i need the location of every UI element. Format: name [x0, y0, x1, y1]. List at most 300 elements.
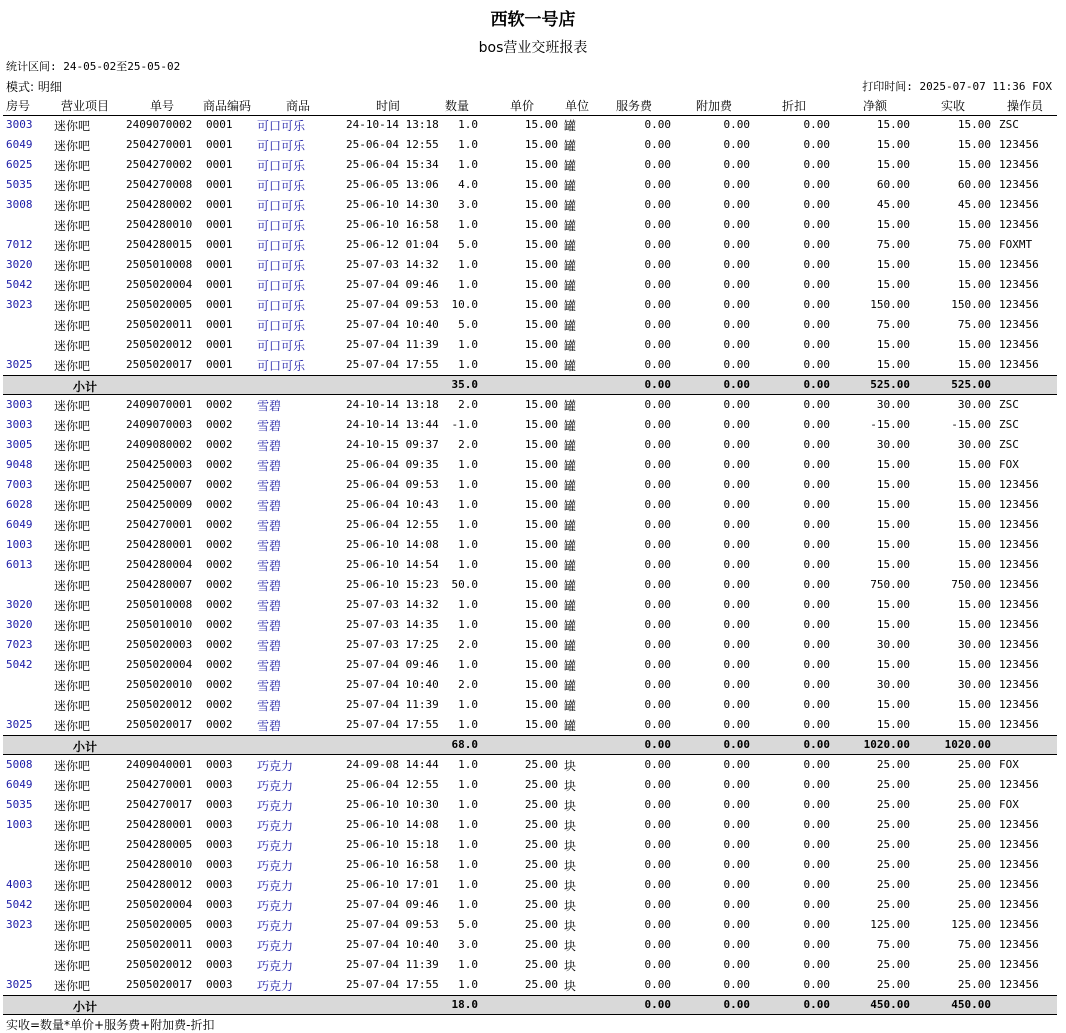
- table-row: [3, 315, 1057, 335]
- cell-operator: 123456: [999, 138, 1039, 151]
- cell-item-code: 0003: [206, 818, 233, 831]
- subtotal-service-fee: 0.00: [644, 378, 671, 391]
- cell-item-name: 雪碧: [257, 699, 282, 713]
- cell-service-fee: 0.00: [644, 398, 671, 411]
- cell-item-name: 巧克力: [257, 859, 294, 873]
- cell-quantity: 1.0: [458, 278, 478, 291]
- cell-discount: 0.00: [803, 678, 830, 691]
- cell-extra-fee: 0.00: [723, 858, 750, 871]
- cell-business-item: 迷你吧: [54, 539, 91, 553]
- table-row: [3, 695, 1057, 715]
- cell-quantity: 1.0: [458, 878, 478, 891]
- cell-quantity: 1.0: [458, 498, 478, 511]
- cell-room-no: 3020: [6, 618, 33, 631]
- cell-operator: ZSC: [999, 418, 1019, 431]
- cell-item-name: 雪碧: [257, 719, 282, 733]
- cell-time: 25-07-04 11:39: [346, 338, 439, 351]
- cell-paid-amount: 15.00: [957, 698, 991, 711]
- cell-bill-no: 2504270001: [126, 518, 193, 531]
- cell-discount: 0.00: [803, 358, 830, 371]
- cell-discount: 0.00: [803, 658, 830, 671]
- cell-unit-price: 15.00: [524, 658, 558, 671]
- cell-discount: 0.00: [803, 938, 830, 951]
- cell-time: 25-06-10 17:01: [346, 878, 439, 891]
- cell-unit-price: 15.00: [524, 438, 558, 451]
- cell-extra-fee: 0.00: [723, 698, 750, 711]
- cell-service-fee: 0.00: [644, 258, 671, 271]
- cell-operator: 123456: [999, 358, 1039, 371]
- cell-extra-fee: 0.00: [723, 478, 750, 491]
- cell-paid-amount: 30.00: [957, 438, 991, 451]
- cell-item-name: 巧克力: [257, 759, 294, 773]
- cell-extra-fee: 0.00: [723, 338, 750, 351]
- cell-business-item: 迷你吧: [54, 319, 91, 333]
- subtotal-extra-fee: 0.00: [723, 998, 750, 1011]
- cell-unit: 罐: [564, 319, 577, 333]
- cell-unit-price: 15.00: [524, 138, 558, 151]
- cell-discount: 0.00: [803, 118, 830, 131]
- cell-operator: 123456: [999, 778, 1039, 791]
- cell-service-fee: 0.00: [644, 618, 671, 631]
- cell-service-fee: 0.00: [644, 598, 671, 611]
- cell-time: 25-07-04 17:55: [346, 358, 439, 371]
- cell-unit-price: 15.00: [524, 318, 558, 331]
- cell-quantity: 1.0: [458, 758, 478, 771]
- cell-service-fee: 0.00: [644, 498, 671, 511]
- table-row: [3, 575, 1057, 595]
- cell-unit: 罐: [564, 399, 577, 413]
- subtotal-label: 小计: [73, 1000, 98, 1014]
- cell-room-no: 3025: [6, 978, 33, 991]
- cell-item-name: 巧克力: [257, 899, 294, 913]
- cell-time: 25-06-04 12:55: [346, 138, 439, 151]
- cell-net-amount: 15.00: [876, 278, 910, 291]
- cell-time: 24-09-08 14:44: [346, 758, 439, 771]
- cell-paid-amount: 30.00: [957, 398, 991, 411]
- cell-business-item: 迷你吧: [54, 799, 91, 813]
- cell-paid-amount: 25.00: [957, 758, 991, 771]
- cell-service-fee: 0.00: [644, 758, 671, 771]
- cell-quantity: 1.0: [458, 978, 478, 991]
- cell-extra-fee: 0.00: [723, 318, 750, 331]
- cell-bill-no: 2505020017: [126, 718, 193, 731]
- cell-net-amount: 125.00: [870, 918, 910, 931]
- cell-operator: 123456: [999, 158, 1039, 171]
- cell-unit: 罐: [564, 339, 577, 353]
- cell-item-code: 0001: [206, 198, 233, 211]
- table-row: [3, 395, 1057, 415]
- cell-extra-fee: 0.00: [723, 658, 750, 671]
- cell-item-code: 0001: [206, 318, 233, 331]
- cell-unit: 块: [564, 819, 577, 833]
- cell-item-name: 可口可乐: [257, 279, 306, 293]
- cell-unit: 块: [564, 939, 577, 953]
- cell-room-no: 3020: [6, 258, 33, 271]
- cell-time: 25-07-04 09:46: [346, 658, 439, 671]
- cell-discount: 0.00: [803, 618, 830, 631]
- cell-paid-amount: 15.00: [957, 498, 991, 511]
- cell-net-amount: 60.00: [876, 178, 910, 191]
- cell-extra-fee: 0.00: [723, 558, 750, 571]
- cell-unit: 罐: [564, 239, 577, 253]
- cell-unit-price: 15.00: [524, 538, 558, 551]
- table-row: [3, 155, 1057, 175]
- cell-service-fee: 0.00: [644, 418, 671, 431]
- table-row: [3, 115, 1057, 135]
- cell-bill-no: 2504280002: [126, 198, 193, 211]
- cell-extra-fee: 0.00: [723, 938, 750, 951]
- cell-service-fee: 0.00: [644, 438, 671, 451]
- cell-net-amount: 25.00: [876, 898, 910, 911]
- table-row: [3, 215, 1057, 235]
- cell-operator: 123456: [999, 198, 1039, 211]
- cell-unit: 罐: [564, 559, 577, 573]
- cell-time: 25-06-04 12:55: [346, 778, 439, 791]
- cell-extra-fee: 0.00: [723, 118, 750, 131]
- cell-room-no: 5035: [6, 798, 33, 811]
- cell-bill-no: 2505020004: [126, 658, 193, 671]
- cell-room-no: 3003: [6, 398, 33, 411]
- cell-unit: 罐: [564, 499, 577, 513]
- cell-item-code: 0001: [206, 278, 233, 291]
- cell-room-no: 3025: [6, 358, 33, 371]
- cell-bill-no: 2504280010: [126, 858, 193, 871]
- cell-paid-amount: 25.00: [957, 898, 991, 911]
- cell-paid-amount: 25.00: [957, 858, 991, 871]
- cell-unit: 罐: [564, 659, 577, 673]
- cell-item-name: 可口可乐: [257, 179, 306, 193]
- cell-operator: 123456: [999, 978, 1039, 991]
- cell-room-no: 7003: [6, 478, 33, 491]
- cell-discount: 0.00: [803, 158, 830, 171]
- cell-discount: 0.00: [803, 698, 830, 711]
- cell-item-name: 雪碧: [257, 479, 282, 493]
- cell-unit: 罐: [564, 699, 577, 713]
- table-row: [3, 795, 1057, 815]
- cell-paid-amount: 75.00: [957, 318, 991, 331]
- cell-extra-fee: 0.00: [723, 458, 750, 471]
- cell-bill-no: 2505020011: [126, 318, 193, 331]
- cell-discount: 0.00: [803, 278, 830, 291]
- cell-paid-amount: 15.00: [957, 558, 991, 571]
- cell-unit-price: 25.00: [524, 918, 558, 931]
- table-row: [3, 255, 1057, 275]
- cell-unit-price: 15.00: [524, 198, 558, 211]
- cell-time: 25-06-12 01:04: [346, 238, 439, 251]
- cell-unit: 罐: [564, 599, 577, 613]
- cell-discount: 0.00: [803, 918, 830, 931]
- cell-item-code: 0001: [206, 178, 233, 191]
- cell-unit-price: 15.00: [524, 338, 558, 351]
- cell-item-name: 雪碧: [257, 399, 282, 413]
- report-subtitle: bos营业交班报表: [478, 40, 588, 56]
- cell-net-amount: 15.00: [876, 258, 910, 271]
- cell-net-amount: 750.00: [870, 578, 910, 591]
- cell-item-code: 0002: [206, 578, 233, 591]
- cell-quantity: 1.0: [458, 958, 478, 971]
- cell-paid-amount: 15.00: [957, 538, 991, 551]
- cell-unit-price: 25.00: [524, 898, 558, 911]
- cell-room-no: 1003: [6, 538, 33, 551]
- cell-time: 25-07-04 09:53: [346, 298, 439, 311]
- cell-quantity: 1.0: [458, 558, 478, 571]
- cell-item-name: 巧克力: [257, 819, 294, 833]
- cell-item-name: 可口可乐: [257, 319, 306, 333]
- cell-paid-amount: 15.00: [957, 258, 991, 271]
- cell-bill-no: 2504280001: [126, 538, 193, 551]
- cell-net-amount: 15.00: [876, 158, 910, 171]
- cell-unit: 块: [564, 979, 577, 993]
- cell-room-no: 4003: [6, 878, 33, 891]
- cell-extra-fee: 0.00: [723, 918, 750, 931]
- cell-time: 25-06-04 09:53: [346, 478, 439, 491]
- cell-service-fee: 0.00: [644, 218, 671, 231]
- cell-quantity: 1.0: [458, 218, 478, 231]
- cell-service-fee: 0.00: [644, 898, 671, 911]
- cell-discount: 0.00: [803, 138, 830, 151]
- cell-net-amount: 15.00: [876, 718, 910, 731]
- cell-business-item: 迷你吧: [54, 459, 91, 473]
- cell-time: 24-10-15 09:37: [346, 438, 439, 451]
- cell-item-code: 0001: [206, 358, 233, 371]
- cell-bill-no: 2504280015: [126, 238, 193, 251]
- cell-item-code: 0002: [206, 518, 233, 531]
- table-row: [3, 455, 1057, 475]
- cell-discount: 0.00: [803, 598, 830, 611]
- cell-paid-amount: 15.00: [957, 658, 991, 671]
- subtotal-net: 525.00: [870, 378, 910, 391]
- cell-room-no: 5042: [6, 898, 33, 911]
- cell-time: 25-07-03 17:25: [346, 638, 439, 651]
- cell-discount: 0.00: [803, 978, 830, 991]
- report-mode: 模式: 明细: [6, 80, 62, 94]
- cell-business-item: 迷你吧: [54, 119, 91, 133]
- cell-service-fee: 0.00: [644, 878, 671, 891]
- cell-discount: 0.00: [803, 258, 830, 271]
- cell-unit-price: 15.00: [524, 158, 558, 171]
- cell-item-code: 0002: [206, 538, 233, 551]
- cell-net-amount: 15.00: [876, 458, 910, 471]
- cell-paid-amount: 75.00: [957, 938, 991, 951]
- header-extra-fee: 附加费: [696, 99, 733, 113]
- table-row: [3, 855, 1057, 875]
- cell-item-code: 0003: [206, 778, 233, 791]
- cell-unit-price: 15.00: [524, 118, 558, 131]
- cell-unit-price: 15.00: [524, 678, 558, 691]
- cell-discount: 0.00: [803, 458, 830, 471]
- cell-paid-amount: 30.00: [957, 638, 991, 651]
- cell-unit: 罐: [564, 199, 577, 213]
- cell-unit: 块: [564, 899, 577, 913]
- cell-operator: 123456: [999, 178, 1039, 191]
- cell-paid-amount: -15.00: [951, 418, 991, 431]
- cell-item-code: 0002: [206, 698, 233, 711]
- cell-net-amount: 15.00: [876, 518, 910, 531]
- cell-item-code: 0003: [206, 878, 233, 891]
- table-row: [3, 175, 1057, 195]
- cell-discount: 0.00: [803, 878, 830, 891]
- cell-time: 25-06-04 15:34: [346, 158, 439, 171]
- subtotal-quantity: 35.0: [451, 378, 478, 391]
- cell-quantity: 1.0: [458, 118, 478, 131]
- cell-extra-fee: 0.00: [723, 778, 750, 791]
- cell-operator: FOX: [999, 458, 1019, 471]
- cell-operator: ZSC: [999, 118, 1019, 131]
- report-title: 西软一号店: [490, 10, 576, 30]
- cell-extra-fee: 0.00: [723, 838, 750, 851]
- header-operator: 操作员: [1007, 99, 1044, 113]
- cell-unit: 罐: [564, 579, 577, 593]
- subtotal-paid: 1020.00: [944, 738, 991, 751]
- cell-paid-amount: 25.00: [957, 958, 991, 971]
- cell-operator: 123456: [999, 678, 1039, 691]
- cell-quantity: 1.0: [458, 798, 478, 811]
- cell-paid-amount: 15.00: [957, 618, 991, 631]
- cell-quantity: 1.0: [458, 898, 478, 911]
- cell-unit-price: 15.00: [524, 618, 558, 631]
- cell-quantity: 2.0: [458, 678, 478, 691]
- cell-unit: 块: [564, 839, 577, 853]
- cell-item-code: 0001: [206, 158, 233, 171]
- cell-item-name: 雪碧: [257, 679, 282, 693]
- table-row: [3, 535, 1057, 555]
- cell-service-fee: 0.00: [644, 718, 671, 731]
- cell-operator: 123456: [999, 498, 1039, 511]
- cell-unit-price: 25.00: [524, 858, 558, 871]
- cell-time: 25-07-04 09:46: [346, 278, 439, 291]
- header-time: 时间: [376, 99, 401, 113]
- cell-service-fee: 0.00: [644, 658, 671, 671]
- cell-quantity: 5.0: [458, 318, 478, 331]
- cell-quantity: 1.0: [458, 778, 478, 791]
- cell-unit-price: 25.00: [524, 958, 558, 971]
- cell-discount: 0.00: [803, 778, 830, 791]
- cell-net-amount: 15.00: [876, 538, 910, 551]
- cell-business-item: 迷你吧: [54, 919, 91, 933]
- cell-time: 25-06-10 16:58: [346, 218, 439, 231]
- table-header: [3, 95, 1057, 116]
- cell-service-fee: 0.00: [644, 858, 671, 871]
- cell-time: 25-07-04 09:46: [346, 898, 439, 911]
- cell-extra-fee: 0.00: [723, 798, 750, 811]
- cell-discount: 0.00: [803, 338, 830, 351]
- cell-item-name: 巧克力: [257, 979, 294, 993]
- cell-operator: ZSC: [999, 438, 1019, 451]
- cell-item-name: 巧克力: [257, 959, 294, 973]
- cell-time: 25-07-04 17:55: [346, 718, 439, 731]
- cell-time: 25-06-10 14:54: [346, 558, 439, 571]
- subtotal-row: [3, 995, 1057, 1015]
- cell-quantity: 10.0: [451, 298, 478, 311]
- table-row: [3, 515, 1057, 535]
- cell-time: 24-10-14 13:18: [346, 398, 439, 411]
- cell-extra-fee: 0.00: [723, 818, 750, 831]
- cell-item-code: 0003: [206, 898, 233, 911]
- cell-paid-amount: 75.00: [957, 238, 991, 251]
- cell-unit: 罐: [564, 539, 577, 553]
- table-row: [3, 495, 1057, 515]
- cell-discount: 0.00: [803, 398, 830, 411]
- cell-item-code: 0003: [206, 798, 233, 811]
- cell-extra-fee: 0.00: [723, 958, 750, 971]
- cell-paid-amount: 15.00: [957, 338, 991, 351]
- cell-time: 24-10-14 13:44: [346, 418, 439, 431]
- cell-quantity: 2.0: [458, 438, 478, 451]
- cell-business-item: 迷你吧: [54, 359, 91, 373]
- cell-time: 25-07-03 14:32: [346, 598, 439, 611]
- cell-paid-amount: 25.00: [957, 798, 991, 811]
- table-row: [3, 975, 1057, 995]
- cell-service-fee: 0.00: [644, 978, 671, 991]
- cell-unit: 罐: [564, 519, 577, 533]
- cell-operator: FOX: [999, 758, 1019, 771]
- cell-quantity: 1.0: [458, 818, 478, 831]
- cell-unit-price: 25.00: [524, 938, 558, 951]
- cell-unit: 罐: [564, 639, 577, 653]
- cell-unit: 罐: [564, 139, 577, 153]
- cell-unit-price: 15.00: [524, 498, 558, 511]
- cell-bill-no: 2504250003: [126, 458, 193, 471]
- cell-discount: 0.00: [803, 818, 830, 831]
- cell-room-no: 3003: [6, 418, 33, 431]
- cell-item-name: 雪碧: [257, 559, 282, 573]
- cell-room-no: 7012: [6, 238, 33, 251]
- cell-item-code: 0002: [206, 418, 233, 431]
- subtotal-row: [3, 735, 1057, 755]
- cell-item-name: 雪碧: [257, 459, 282, 473]
- cell-bill-no: 2505020017: [126, 978, 193, 991]
- cell-service-fee: 0.00: [644, 318, 671, 331]
- cell-time: 25-06-10 10:30: [346, 798, 439, 811]
- cell-net-amount: 15.00: [876, 558, 910, 571]
- cell-time: 25-06-10 14:30: [346, 198, 439, 211]
- cell-discount: 0.00: [803, 218, 830, 231]
- cell-time: 25-07-04 10:40: [346, 938, 439, 951]
- cell-quantity: 5.0: [458, 238, 478, 251]
- cell-item-code: 0001: [206, 218, 233, 231]
- cell-extra-fee: 0.00: [723, 418, 750, 431]
- table-row: [3, 815, 1057, 835]
- cell-paid-amount: 15.00: [957, 138, 991, 151]
- cell-quantity: 4.0: [458, 178, 478, 191]
- cell-quantity: 1.0: [458, 598, 478, 611]
- cell-item-name: 可口可乐: [257, 339, 306, 353]
- cell-paid-amount: 15.00: [957, 358, 991, 371]
- cell-unit: 罐: [564, 359, 577, 373]
- cell-net-amount: 25.00: [876, 958, 910, 971]
- cell-service-fee: 0.00: [644, 478, 671, 491]
- cell-time: 24-10-14 13:18: [346, 118, 439, 131]
- cell-service-fee: 0.00: [644, 518, 671, 531]
- cell-discount: 0.00: [803, 958, 830, 971]
- table-row: [3, 895, 1057, 915]
- cell-item-code: 0002: [206, 638, 233, 651]
- cell-quantity: 1.0: [458, 838, 478, 851]
- cell-operator: 123456: [999, 218, 1039, 231]
- cell-item-code: 0002: [206, 558, 233, 571]
- cell-room-no: 3020: [6, 598, 33, 611]
- cell-operator: 123456: [999, 698, 1039, 711]
- cell-room-no: 7023: [6, 638, 33, 651]
- cell-net-amount: 15.00: [876, 618, 910, 631]
- cell-service-fee: 0.00: [644, 818, 671, 831]
- footer-formula-note: 实收=数量*单价+服务费+附加费-折扣: [6, 1018, 215, 1032]
- cell-bill-no: 2409040001: [126, 758, 193, 771]
- table-row: [3, 415, 1057, 435]
- cell-bill-no: 2504250007: [126, 478, 193, 491]
- cell-service-fee: 0.00: [644, 238, 671, 251]
- cell-business-item: 迷你吧: [54, 719, 91, 733]
